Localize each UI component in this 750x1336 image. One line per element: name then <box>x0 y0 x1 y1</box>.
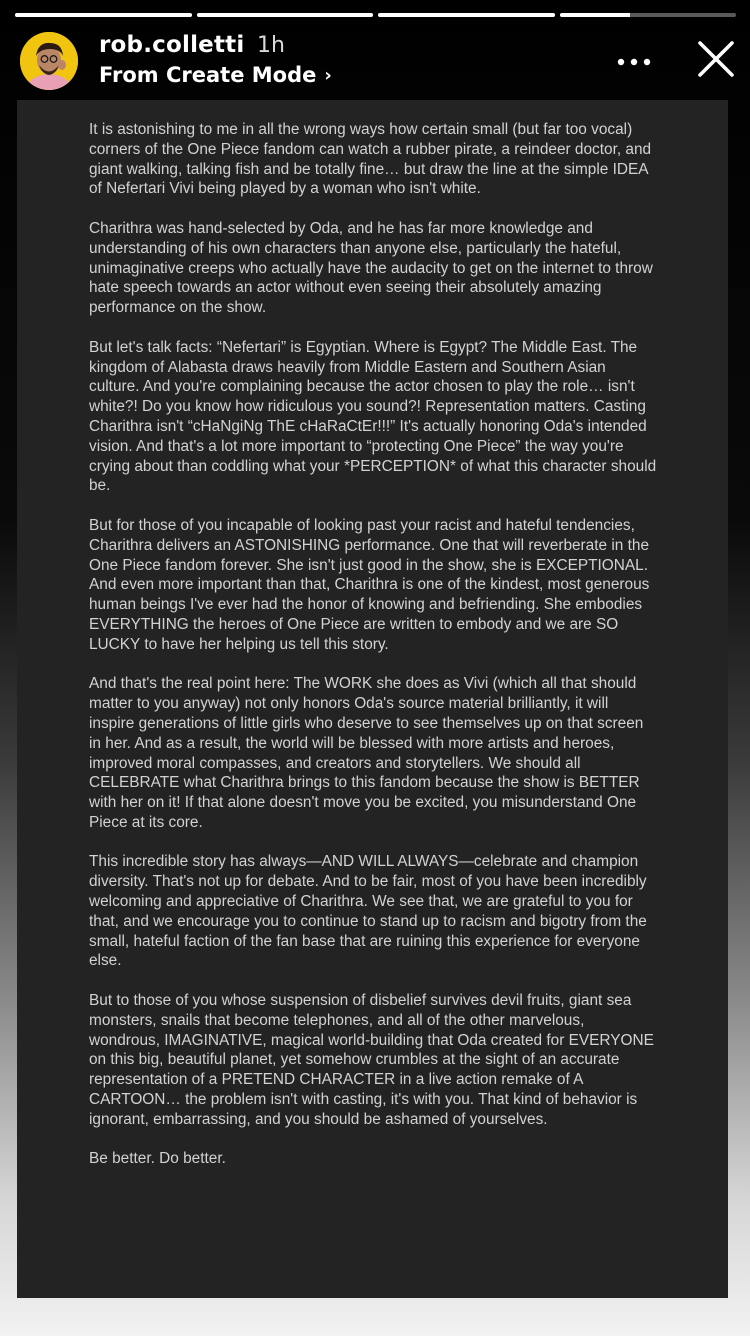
statement-paragraph: It is astonishing to me in all the wrong ways how certain small (but far too vocal) corners of the One Piece fandom can watch a rubber pirate, a reindeer doctor, and giant walking, talking fish and be totally fine… but draw the line at the simple IDEA of Nefertari Vivi being played by a woman who isn't white. <box>89 121 652 198</box>
statement-paragraph: But let's talk facts: “Nefertari” is Egyptian. Where is Egypt? The Middle East. The kingdom of Alabasta draws heavily from Middle Eastern and Southern Asian culture. And you're complaining because the actor chosen to play the role… isn't white?! Do you know how ridiculous you sound?! Representation matters. Casting Charithra isn't “cHaNgiNg ThE cHaRaCtEr!!!” It's actually honoring Oda's intended vision. And that's a lot more important to “protecting One Piece” the way you're crying about than coddling what your *PERCEPTION* of what this character should be. <box>89 338 657 495</box>
progress-fill <box>197 13 374 17</box>
story-progress-segment <box>378 13 555 17</box>
progress-fill <box>378 13 555 17</box>
source-link[interactable] <box>99 63 332 87</box>
progress-fill <box>560 13 631 17</box>
progress-fill <box>15 13 192 17</box>
source-label: From Create Mode <box>99 63 317 87</box>
story-progress-segment <box>197 13 374 17</box>
close-icon[interactable] <box>697 40 735 78</box>
avatar-image <box>20 32 78 90</box>
story-progress-bar <box>15 13 736 17</box>
profile-avatar[interactable] <box>20 32 78 90</box>
statement-paragraph: Charithra was hand-selected by Oda, and he has far more knowledge and understanding of his own characters than anyone else, particularly the hateful, unimaginative creeps who actually have the audacity to get on the internet to throw hate speech towards an actor without even seeing their absolutely amazing performance on the show. <box>89 219 653 317</box>
statement-paragraph: And that's the real point here: The WORK she does as Vivi (which all that should matter to you anyway) not only honors Oda's source material brilliantly, it will inspire generations of little girls who deserve to see themselves up on that screen in her. And as a result, the world will be blessed with more artists and heroes, improved moral compasses, and creators and storytellers. We should all CELEBRATE what Charithra brings to this fandom because the show is BETTER with her on it! If that alone doesn't move you be excited, you misunderstand One Piece at its core. <box>89 675 644 831</box>
statement-paragraph: But to those of you whose suspension of disbelief survives devil fruits, giant sea monsters, snails that become telephones, and all of the other marvelous, wondrous, IMAGINATIVE, magical world-building that Oda created for EVERYONE on this big, beautiful planet, yet somehow crumbles at the sight of an accurate representation of a PRETEND CHARACTER in a live action remake of A CARTOON… the problem isn't with casting, it's with you. That kind of behavior is ignorant, embarrassing, and you should be ashamed of yourselves. <box>89 992 654 1128</box>
story-progress-segment <box>560 13 737 17</box>
statement-paragraph: Be better. Do better. <box>89 1150 226 1168</box>
statement-paragraph: This incredible story has always—AND WILL ALWAYS—celebrate and champion diversity. That's not up for debate. And to be fair, most of you have been incredibly welcoming and appreciative of Charithra. We see that, we are grateful to you for that, and we encourage you to continue to stand up to racism and bigotry from the small, hateful faction of the fan base that are ruining this experience for everyone else. <box>89 853 647 970</box>
statement-paragraph: But for those of you incapable of looking past your racist and hateful tendencies, Charithra delivers an ASTONISHING performance. One that will reverberate in the One Piece fandom forever. She isn't just good in the show, she is EXCEPTIONAL. And even more important than that, Charithra is one of the kindest, most generous human beings I've ever had the honor of knowing and befriending. She embodies EVERYTHING the heroes of One Piece are written to embody and we are SO LUCKY to have her helping us tell this story. <box>89 516 650 653</box>
post-time: 1h <box>257 33 285 58</box>
story-header <box>20 30 735 90</box>
username[interactable]: rob.colletti <box>99 32 245 58</box>
story-statement <box>89 120 657 1189</box>
story-progress-segment <box>15 13 192 17</box>
chevron-right-icon: › <box>324 64 332 86</box>
story-text-card <box>17 100 728 1298</box>
more-horizontal-icon[interactable] <box>617 52 651 62</box>
